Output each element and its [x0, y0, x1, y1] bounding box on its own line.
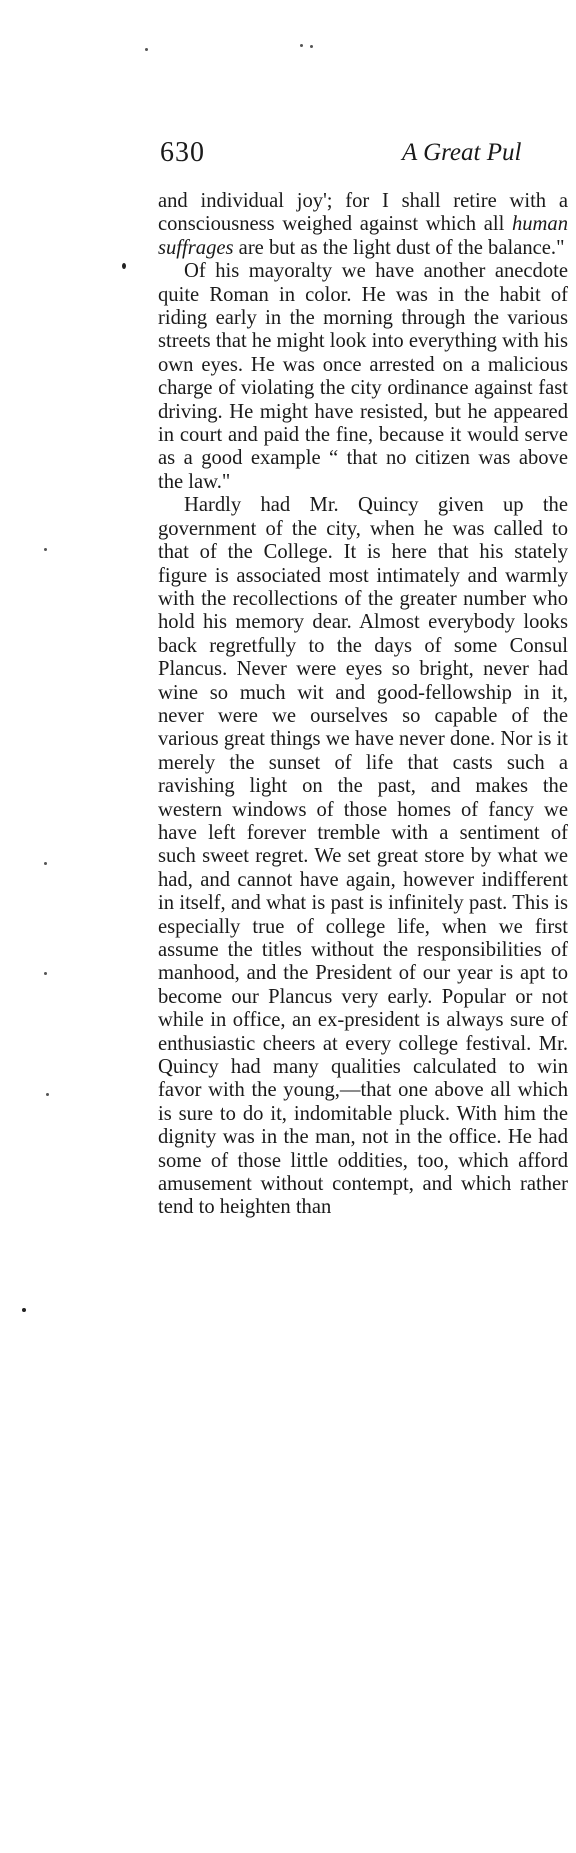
margin-speck [22, 1308, 26, 1312]
paragraph: Hardly had Mr. Quincy given up the government of the city, when he was called to that of the College. It is here that his stately figure is associated most intimately and warmly with the recollections of the greater number who hold his memory dear. Almost everybody looks back regretfully to the days of some Consul Plancus. Never were eyes so bright, never had wine so much wit and good-fellowship in it, never were we ourselves so capable of the various great things we have never done. Nor is it merely the sunset of life that casts such a ravishing light on the past, and makes the western windows of those homes of fancy we have left forever tremble with a sentiment of such sweet regret. We set great store by what we had, and cannot have again, however indifferent in itself, and what is past is infinitely past. This is especially true of college life, when we first assume the titles without the responsibilities of manhood, and the President of our year is apt to become our Plancus very early. Popular or not while in office, an ex-president is always sure of enthusiastic cheers at every college festival. Mr. Quincy had many qualities calculated to win favor with the young,—that one above all which is sure to do it, indomitable pluck. With him the dignity was in the man, not in the office. He had some of those little oddities, too, which afford amusement without contempt, and which rather tend to heighten than [158, 494, 568, 1219]
margin-speck [44, 548, 47, 551]
paragraph-text: are but as the light dust of the balance." [233, 236, 565, 259]
margin-speck [310, 45, 313, 48]
body-text [158, 190, 568, 1220]
emphasized-text: human suffrages [158, 213, 568, 259]
paragraph [158, 190, 568, 260]
paragraph-text: and individual joy'; for I shall retire with a consciousness weighed against which all [158, 190, 568, 236]
margin-speck [145, 48, 148, 51]
paragraph: Of his mayoralty we have another anecdote quite Roman in color. He was in the habit of riding early in the morning through the various streets that he might look into everything with his own eyes. He was once arrested on a malicious charge of violating the city ordinance against fast driving. He might have resisted, but he appeared in court and paid the fine, because it would serve as a good example “ that no citizen was above the law." [158, 260, 568, 493]
running-head: A Great Pul [402, 139, 522, 166]
margin-speck [122, 263, 126, 269]
margin-speck [300, 44, 303, 47]
page-header [160, 137, 576, 171]
page-number: 630 [160, 137, 205, 168]
margin-speck [46, 1093, 49, 1096]
margin-speck [44, 862, 47, 865]
margin-speck [44, 972, 47, 975]
